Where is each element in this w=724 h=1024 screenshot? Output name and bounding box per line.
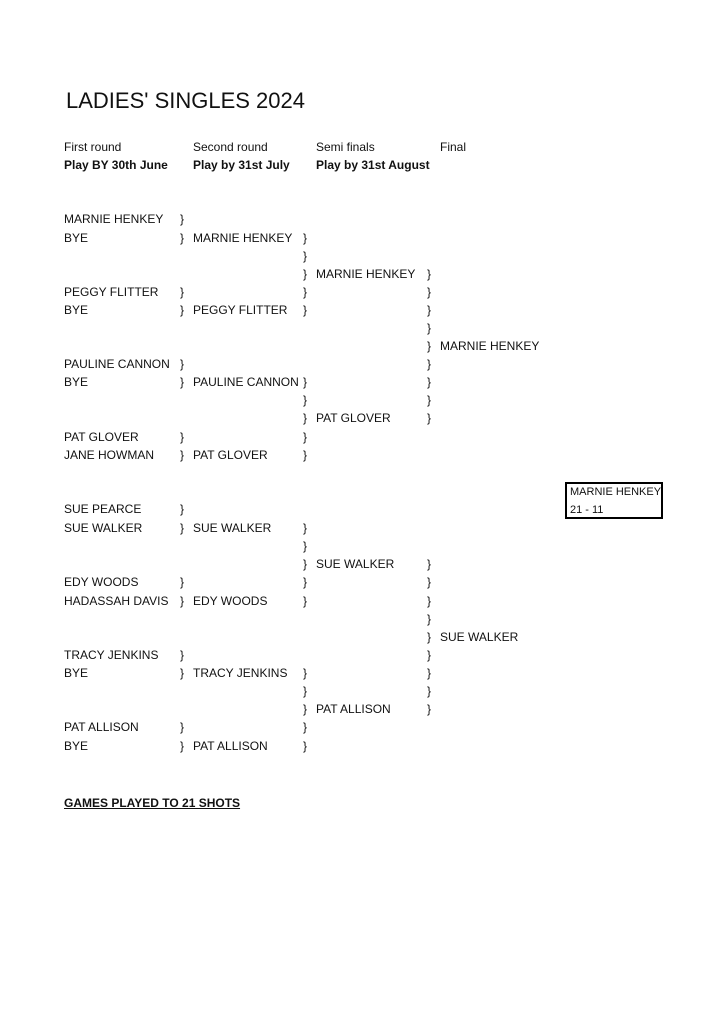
bracket-mark: } — [303, 303, 308, 317]
bracket-mark: } — [180, 502, 185, 516]
round-deadline-semis: Play by 31st August — [316, 158, 430, 172]
bracket-mark: } — [180, 430, 185, 444]
round1-entry: PAT GLOVER — [64, 430, 139, 444]
bracket-mark: } — [303, 684, 308, 698]
bracket-mark: } — [427, 684, 432, 698]
bracket-mark: } — [427, 285, 432, 299]
bracket-mark: } — [303, 267, 308, 281]
bracket-mark: } — [180, 285, 185, 299]
round2-entry: PAULINE CANNON — [193, 375, 299, 389]
round1-entry: BYE — [64, 739, 89, 753]
round-header-first: First round — [64, 140, 122, 154]
finalist-entry: MARNIE HENKEY — [440, 339, 540, 353]
round2-entry: PEGGY FLITTER — [193, 303, 288, 317]
bracket-mark: } — [303, 720, 308, 734]
round1-entry: PEGGY FLITTER — [64, 285, 159, 299]
bracket-mark: } — [303, 594, 308, 608]
bracket-mark: } — [303, 666, 308, 680]
bracket-mark: } — [427, 411, 432, 425]
round-header-second: Second round — [193, 140, 268, 154]
semifinal-entry: PAT GLOVER — [316, 411, 391, 425]
bracket-mark: } — [427, 375, 432, 389]
winner-box — [565, 482, 663, 519]
bracket-mark: } — [303, 411, 308, 425]
bracket-mark: } — [180, 448, 185, 462]
bracket-mark: } — [427, 648, 432, 662]
bracket-mark: } — [303, 702, 308, 716]
bracket-mark: } — [180, 231, 185, 245]
finalist-entry: SUE WALKER — [440, 630, 519, 644]
bracket-mark: } — [303, 448, 308, 462]
bracket-mark: } — [303, 575, 308, 589]
round1-entry: BYE — [64, 231, 89, 245]
bracket-mark: } — [180, 594, 185, 608]
round-header-final: Final — [440, 140, 467, 154]
bracket-mark: } — [303, 375, 308, 389]
bracket-mark: } — [303, 393, 308, 407]
round1-entry: TRACY JENKINS — [64, 648, 159, 662]
round2-entry: SUE WALKER — [193, 521, 272, 535]
bracket-mark: } — [303, 285, 308, 299]
round1-entry: PAULINE CANNON — [64, 357, 170, 371]
semifinal-entry: PAT ALLISON — [316, 702, 391, 716]
bracket-mark: } — [303, 521, 308, 535]
round2-entry: PAT ALLISON — [193, 739, 268, 753]
page-title: LADIES' SINGLES 2024 — [66, 88, 305, 113]
bracket-mark: } — [427, 594, 432, 608]
round1-entry: SUE PEARCE — [64, 502, 142, 516]
round2-entry: TRACY JENKINS — [193, 666, 288, 680]
footer-note: GAMES PLAYED TO 21 SHOTS — [64, 796, 241, 810]
bracket-mark: } — [427, 666, 432, 680]
bracket-mark: } — [180, 357, 185, 371]
bracket-mark: } — [180, 303, 185, 317]
bracket-mark: } — [427, 575, 432, 589]
bracket-mark: } — [180, 375, 185, 389]
bracket-mark: } — [427, 357, 432, 371]
round1-entry: BYE — [64, 375, 89, 389]
semifinal-entry: MARNIE HENKEY — [316, 267, 416, 281]
round1-entry: HADASSAH DAVIS — [64, 594, 169, 608]
round2-entry: EDY WOODS — [193, 594, 268, 608]
round-header-semis: Semi finals — [316, 140, 375, 154]
bracket-mark: } — [427, 339, 432, 353]
round-deadline-first: Play BY 30th June — [64, 158, 168, 172]
round1-entry: JANE HOWMAN — [64, 448, 154, 462]
winner-score: 21 - 11 — [570, 504, 604, 516]
bracket-mark: } — [427, 702, 432, 716]
round-deadline-second: Play by 31st July — [193, 158, 290, 172]
bracket-mark: } — [427, 630, 432, 644]
round1-entry: SUE WALKER — [64, 521, 143, 535]
bracket-mark: } — [180, 521, 185, 535]
bracket-mark: } — [427, 321, 432, 335]
bracket-mark: } — [303, 249, 308, 263]
round2-entry: PAT GLOVER — [193, 448, 268, 462]
round2-entry: MARNIE HENKEY — [193, 231, 293, 245]
bracket-mark: } — [427, 393, 432, 407]
bracket-mark: } — [303, 231, 308, 245]
bracket-mark: } — [427, 267, 432, 281]
round1-entry: PAT ALLISON — [64, 720, 139, 734]
round1-entry: BYE — [64, 666, 89, 680]
round1-entry: EDY WOODS — [64, 575, 139, 589]
bracket-mark: } — [303, 430, 308, 444]
bracket-mark: } — [180, 720, 185, 734]
bracket-mark: } — [180, 575, 185, 589]
round1-entry: BYE — [64, 303, 89, 317]
bracket-mark: } — [427, 557, 432, 571]
bracket-mark: } — [180, 212, 185, 226]
bracket-mark: } — [303, 539, 308, 553]
bracket-mark: } — [303, 739, 308, 753]
bracket-mark: } — [303, 557, 308, 571]
bracket-mark: } — [427, 303, 432, 317]
round1-entry: MARNIE HENKEY — [64, 212, 164, 226]
winner-name: MARNIE HENKEY — [570, 486, 662, 498]
bracket-mark: } — [180, 666, 185, 680]
bracket-mark: } — [180, 648, 185, 662]
bracket-mark: } — [427, 612, 432, 626]
bracket-mark: } — [180, 739, 185, 753]
semifinal-entry: SUE WALKER — [316, 557, 395, 571]
